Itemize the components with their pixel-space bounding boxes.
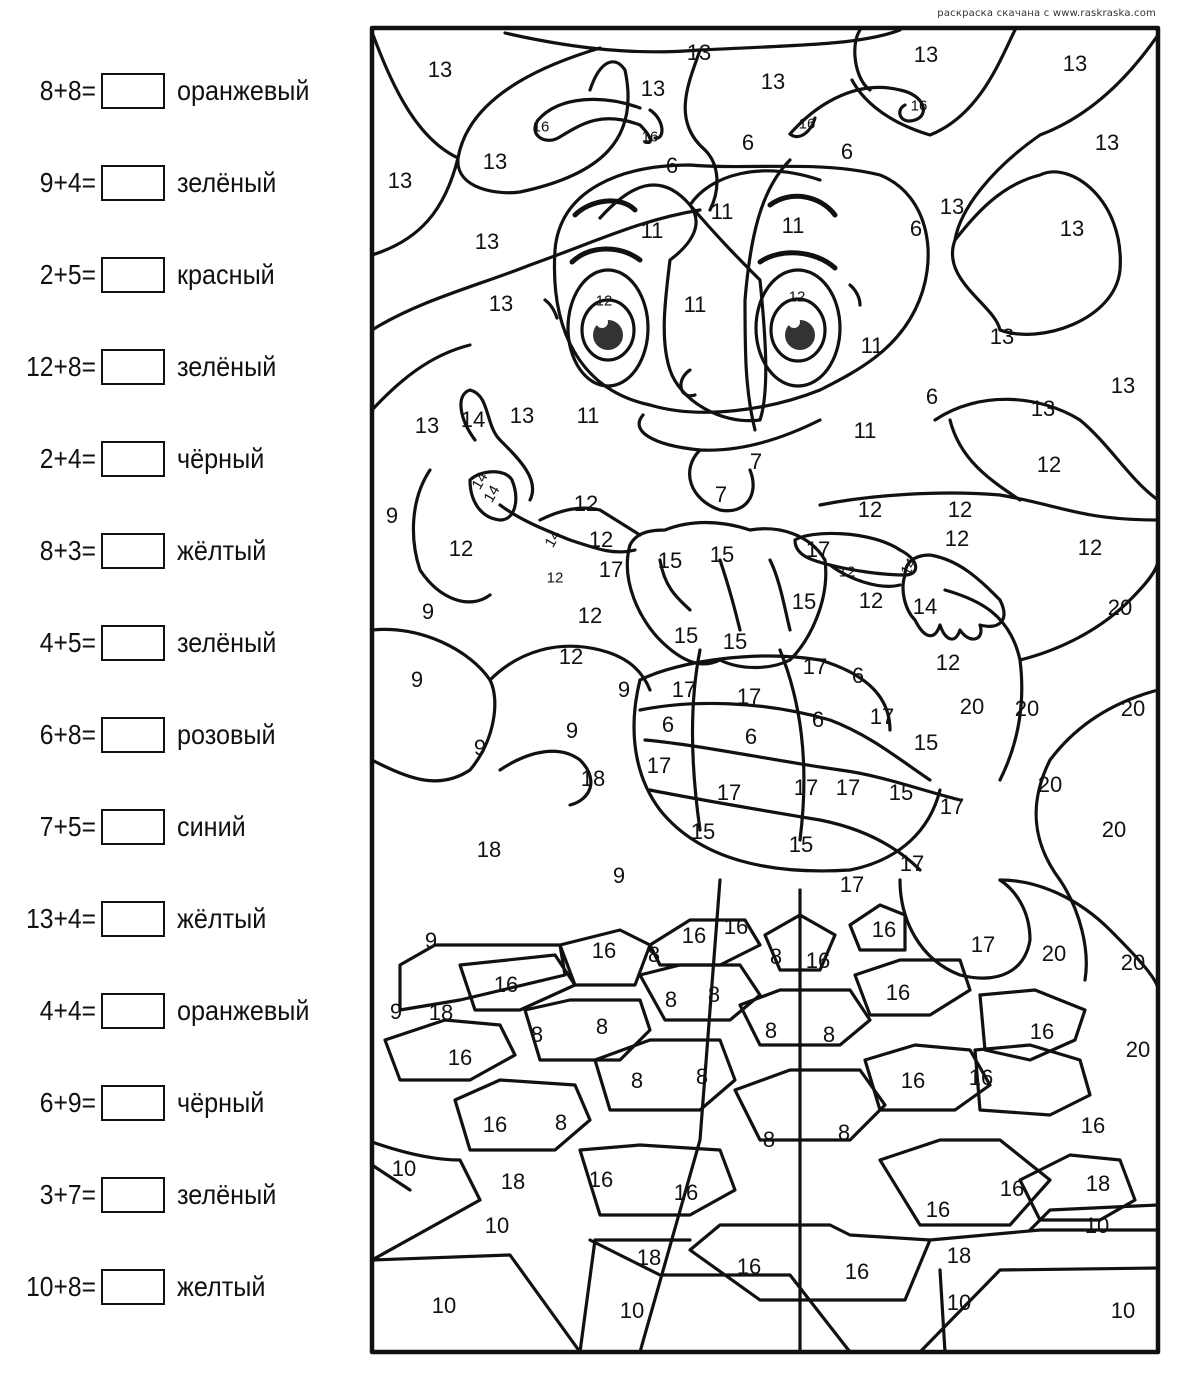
region-number[interactable]: 18 xyxy=(476,837,502,862)
equation: 8+8= xyxy=(39,75,96,106)
region-number[interactable]: 17 xyxy=(793,775,819,800)
region-number[interactable]: 16 xyxy=(968,1065,994,1090)
region-number[interactable]: 14 xyxy=(912,594,938,619)
region-number[interactable]: 12 xyxy=(558,644,584,669)
equation: 3+7= xyxy=(39,1179,96,1210)
region-number[interactable]: 20 xyxy=(1120,950,1146,975)
region-number[interactable]: 8 xyxy=(664,987,678,1012)
region-number[interactable]: 13 xyxy=(939,194,965,219)
region-number[interactable]: 13 xyxy=(387,168,413,193)
region-number[interactable]: 16 xyxy=(681,923,707,948)
region-number[interactable]: 12 xyxy=(546,569,564,587)
region-number[interactable]: 11 xyxy=(683,292,707,317)
color-name: зелёный xyxy=(177,1179,277,1210)
equation: 10+8= xyxy=(26,1271,97,1302)
color-name: жёлтый xyxy=(177,535,267,566)
equation: 6+9= xyxy=(39,1087,96,1118)
region-number[interactable]: 9 xyxy=(617,677,631,702)
color-name: желтый xyxy=(177,1271,266,1302)
region-number[interactable]: 16 xyxy=(493,972,519,997)
region-number[interactable]: 13 xyxy=(760,69,786,94)
site-credit: раскраска скачана с www.raskraska.com xyxy=(937,8,1156,19)
region-number[interactable]: 13 xyxy=(482,149,508,174)
equation: 6+8= xyxy=(39,719,96,750)
region-number[interactable]: 20 xyxy=(1120,696,1146,721)
region-number[interactable]: 9 xyxy=(565,718,579,743)
region-number[interactable]: 8 xyxy=(647,942,661,967)
color-name: чёрный xyxy=(177,1087,265,1118)
region-number[interactable]: 16 xyxy=(805,948,831,973)
region-number[interactable]: 17 xyxy=(646,753,672,778)
equation: 13+4= xyxy=(26,903,97,934)
region-number[interactable]: 8 xyxy=(707,982,721,1007)
region-number[interactable]: 8 xyxy=(769,944,783,969)
region-number[interactable]: 8 xyxy=(762,1127,776,1152)
region-number[interactable]: 7 xyxy=(714,482,728,507)
region-number[interactable]: 18 xyxy=(580,766,606,791)
region-number[interactable]: 13 xyxy=(474,229,500,254)
equation: 4+5= xyxy=(39,627,96,658)
region-number[interactable]: 8 xyxy=(530,1022,544,1047)
region-number[interactable]: 13 xyxy=(488,291,514,316)
region-number[interactable]: 20 xyxy=(1107,595,1133,620)
region-number[interactable]: 16 xyxy=(798,115,816,133)
region-number[interactable]: 10 xyxy=(619,1298,645,1323)
region-number[interactable]: 15 xyxy=(709,542,735,567)
region-number[interactable]: 17 xyxy=(899,851,925,876)
region-number[interactable]: 16 xyxy=(723,914,749,939)
region-number[interactable]: 12 xyxy=(577,603,603,628)
region-number[interactable]: 14 xyxy=(460,407,486,432)
region-number[interactable]: 16 xyxy=(910,97,928,115)
region-number[interactable]: 16 xyxy=(925,1197,951,1222)
region-number[interactable]: 6 xyxy=(851,663,865,688)
region-number[interactable]: 15 xyxy=(888,780,914,805)
color-name: зелёный xyxy=(177,627,277,658)
region-number[interactable]: 18 xyxy=(428,1000,454,1025)
region-number[interactable]: 12 xyxy=(947,497,973,522)
region-number[interactable]: 16 xyxy=(999,1176,1025,1201)
region-number[interactable]: 12 xyxy=(858,588,884,613)
color-name: розовый xyxy=(177,719,276,750)
region-number[interactable]: 6 xyxy=(661,712,675,737)
region-number[interactable]: 17 xyxy=(939,794,965,819)
region-number[interactable]: 11 xyxy=(781,213,805,238)
region-number[interactable]: 13 xyxy=(1094,130,1120,155)
region-number[interactable]: 17 xyxy=(839,872,865,897)
region-number[interactable]: 8 xyxy=(595,1014,609,1039)
region-number[interactable]: 18 xyxy=(1085,1171,1111,1196)
region-number[interactable]: 13 xyxy=(427,57,453,82)
region-number[interactable]: 16 xyxy=(673,1180,699,1205)
region-number[interactable]: 11 xyxy=(576,403,600,428)
region-number[interactable]: 6 xyxy=(744,724,758,749)
region-number[interactable]: 13 xyxy=(509,403,535,428)
region-number[interactable]: 16 xyxy=(1029,1019,1055,1044)
color-name: зелёный xyxy=(177,167,277,198)
region-number[interactable]: 11 xyxy=(860,333,884,358)
region-number[interactable]: 13 xyxy=(1030,396,1056,421)
region-number[interactable]: 10 xyxy=(1084,1213,1110,1238)
region-number[interactable]: 16 xyxy=(871,917,897,942)
region-number[interactable]: 18 xyxy=(500,1169,526,1194)
region-number[interactable]: 8 xyxy=(554,1110,568,1135)
region-number[interactable]: 15 xyxy=(913,730,939,755)
region-number[interactable]: 12 xyxy=(935,650,961,675)
equation: 7+5= xyxy=(39,811,96,842)
region-number[interactable]: 18 xyxy=(636,1245,662,1270)
region-number[interactable]: 17 xyxy=(805,537,831,562)
region-number[interactable]: 9 xyxy=(389,999,403,1024)
region-number[interactable]: 15 xyxy=(673,623,699,648)
region-number[interactable]: 20 xyxy=(959,694,985,719)
region-number[interactable]: 16 xyxy=(1080,1113,1106,1138)
region-number[interactable]: 17 xyxy=(598,557,624,582)
equation: 4+4= xyxy=(39,995,96,1026)
region-number[interactable]: 16 xyxy=(844,1259,870,1284)
region-number[interactable]: 6 xyxy=(665,153,679,178)
region-number[interactable]: 13 xyxy=(989,324,1015,349)
region-number[interactable]: 17 xyxy=(970,932,996,957)
region-number[interactable]: 11 xyxy=(710,199,734,224)
region-number[interactable]: 8 xyxy=(822,1022,836,1047)
region-number[interactable]: 12 xyxy=(595,292,613,310)
region-number[interactable]: 14 xyxy=(541,527,565,551)
region-number[interactable]: 9 xyxy=(473,735,487,760)
region-number[interactable]: 10 xyxy=(431,1293,457,1318)
picture-frame xyxy=(372,28,1158,1352)
region-number[interactable]: 6 xyxy=(840,139,854,164)
region-number[interactable]: 17 xyxy=(736,684,762,709)
region-number[interactable]: 8 xyxy=(764,1018,778,1043)
region-number[interactable]: 6 xyxy=(741,130,755,155)
region-number[interactable]: 11 xyxy=(853,418,877,443)
region-number[interactable]: 6 xyxy=(811,707,825,732)
region-number[interactable]: 9 xyxy=(410,667,424,692)
region-number[interactable]: 6 xyxy=(909,216,923,241)
region-number[interactable]: 12 xyxy=(1036,452,1062,477)
region-number[interactable]: 17 xyxy=(869,704,895,729)
color-name: оранжевый xyxy=(177,995,310,1026)
region-number[interactable]: 16 xyxy=(588,1167,614,1192)
region-number[interactable]: 16 xyxy=(532,118,550,136)
region-number[interactable]: 12 xyxy=(588,527,614,552)
region-number[interactable]: 13 xyxy=(1059,216,1085,241)
region-number[interactable]: 13 xyxy=(686,40,712,65)
region-number[interactable]: 15 xyxy=(722,629,748,654)
region-number[interactable]: 9 xyxy=(612,863,626,888)
region-number[interactable]: 15 xyxy=(690,819,716,844)
region-number[interactable]: 9 xyxy=(424,928,438,953)
region-number[interactable]: 15 xyxy=(791,589,817,614)
region-number[interactable]: 17 xyxy=(835,775,861,800)
region-number[interactable]: 10 xyxy=(391,1156,417,1181)
region-number[interactable]: 12 xyxy=(857,497,883,522)
region-number[interactable]: 12 xyxy=(788,288,806,306)
region-number[interactable]: 12 xyxy=(838,563,856,581)
region-number[interactable]: 14 xyxy=(480,482,504,506)
region-number[interactable]: 16 xyxy=(447,1045,473,1070)
region-number[interactable]: 6 xyxy=(925,384,939,409)
region-number[interactable]: 16 xyxy=(736,1254,762,1279)
region-number[interactable]: 14 xyxy=(468,469,492,493)
region-number[interactable]: 15 xyxy=(657,548,683,573)
region-number[interactable]: 13 xyxy=(913,42,939,67)
region-number[interactable]: 20 xyxy=(1125,1037,1151,1062)
region-number[interactable]: 17 xyxy=(716,780,742,805)
region-number[interactable]: 16 xyxy=(641,128,659,146)
color-name: зелёный xyxy=(177,351,277,382)
equation: 9+4= xyxy=(39,167,96,198)
region-number[interactable]: 16 xyxy=(591,938,617,963)
region-number[interactable]: 8 xyxy=(837,1120,851,1145)
region-number[interactable]: 15 xyxy=(788,832,814,857)
region-number[interactable]: 18 xyxy=(946,1243,972,1268)
region-number[interactable]: 11 xyxy=(640,218,664,243)
region-number[interactable]: 12 xyxy=(448,536,474,561)
region-number[interactable]: 13 xyxy=(1062,51,1088,76)
region-number[interactable]: 17 xyxy=(671,677,697,702)
region-number[interactable]: 20 xyxy=(1101,817,1127,842)
region-number[interactable]: 16 xyxy=(900,1068,926,1093)
region-number[interactable]: 13 xyxy=(1110,373,1136,398)
equation: 2+5= xyxy=(39,259,96,290)
color-name: красный xyxy=(177,259,275,290)
region-number[interactable]: 7 xyxy=(749,449,763,474)
region-number[interactable]: 9 xyxy=(385,503,399,528)
color-name: синий xyxy=(177,811,246,842)
equation: 2+4= xyxy=(39,443,96,474)
region-number[interactable]: 12 xyxy=(573,491,599,516)
region-number[interactable]: 9 xyxy=(421,599,435,624)
region-number[interactable]: 16 xyxy=(885,980,911,1005)
region-number[interactable]: 20 xyxy=(1041,941,1067,966)
region-number[interactable]: 14 xyxy=(897,555,921,579)
region-number[interactable]: 10 xyxy=(1110,1298,1136,1323)
color-name: оранжевый xyxy=(177,75,310,106)
region-number[interactable]: 13 xyxy=(640,76,666,101)
region-number[interactable]: 17 xyxy=(802,654,828,679)
color-name: чёрный xyxy=(177,443,265,474)
region-number[interactable]: 20 xyxy=(1014,696,1040,721)
region-number[interactable]: 16 xyxy=(482,1112,508,1137)
color-name: жёлтый xyxy=(177,903,267,934)
region-number[interactable]: 8 xyxy=(695,1064,709,1089)
equation: 12+8= xyxy=(26,351,97,382)
region-number[interactable]: 12 xyxy=(944,526,970,551)
equation: 8+3= xyxy=(39,535,96,566)
region-number[interactable]: 8 xyxy=(630,1068,644,1093)
region-number[interactable]: 10 xyxy=(946,1290,972,1315)
region-number[interactable]: 10 xyxy=(484,1213,510,1238)
region-number[interactable]: 13 xyxy=(414,413,440,438)
region-number[interactable]: 20 xyxy=(1037,772,1063,797)
region-number[interactable]: 12 xyxy=(1077,535,1103,560)
